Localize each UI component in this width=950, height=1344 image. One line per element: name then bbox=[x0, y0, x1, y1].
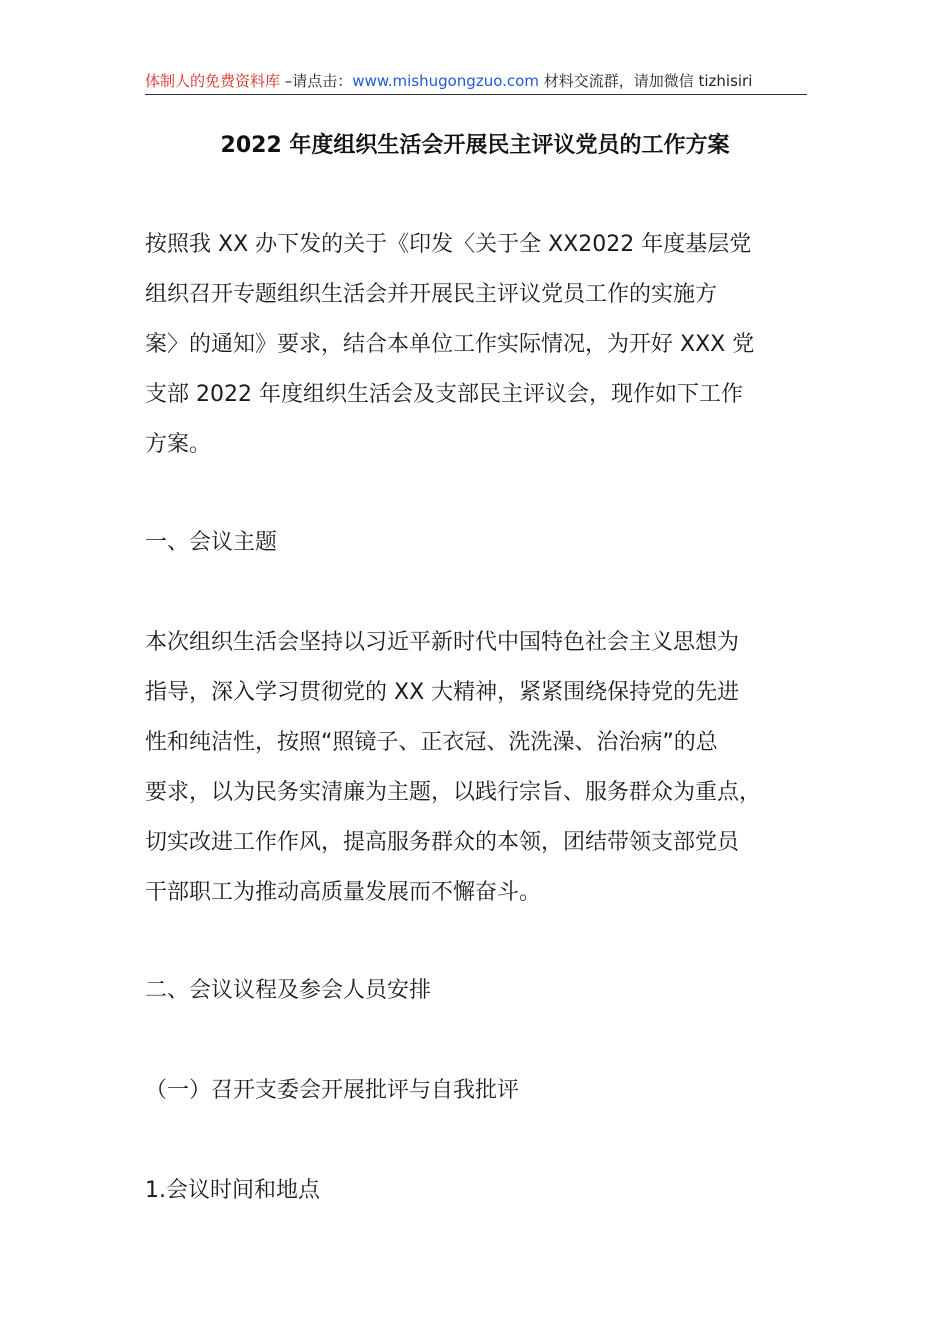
section-heading-theme: 一、会议主题 bbox=[145, 530, 278, 555]
page-header bbox=[145, 68, 807, 95]
section-heading-agenda: 二、会议议程及参会人员安排 bbox=[145, 978, 432, 1003]
theme-line: 切实改进工作作风，提高服务群众的本领，团结带领支部党员 bbox=[145, 830, 740, 855]
theme-line: 要求，以为民务实清廉为主题，以践行宗旨、服务群众为重点， bbox=[145, 780, 762, 805]
header-link[interactable]: www.mishugongzuo.com bbox=[352, 72, 539, 90]
intro-line: 案〉的通知》要求，结合本单位工作实际情况，为开好 XXX 党 bbox=[145, 332, 755, 357]
intro-line: 按照我 XX 办下发的关于《印发〈关于全 XX2022 年度基层党 bbox=[145, 232, 752, 257]
intro-paragraph bbox=[145, 220, 810, 470]
theme-paragraph bbox=[145, 618, 810, 918]
header-brand: 体制人的免费资料库 bbox=[145, 72, 281, 90]
subsection-heading: （一）召开支委会开展批评与自我批评 bbox=[145, 1078, 520, 1103]
item-heading: 1.会议时间和地点 bbox=[145, 1178, 320, 1203]
theme-line: 干部职工为推动高质量发展而不懈奋斗。 bbox=[145, 880, 542, 905]
header-contact: 材料交流群，请加微信 tizhisiri bbox=[538, 72, 753, 90]
intro-line: 组织召开专题组织生活会并开展民主评议党员工作的实施方 bbox=[145, 282, 718, 307]
intro-line: 方案。 bbox=[145, 432, 212, 457]
theme-line: 指导，深入学习贯彻党的 XX 大精神，紧紧围绕保持党的先进 bbox=[145, 680, 740, 705]
theme-line: 本次组织生活会坚持以习近平新时代中国特色社会主义思想为 bbox=[145, 630, 740, 655]
theme-line: 性和纯洁性，按照“照镜子、正衣冠、洗洗澡、治治病”的总 bbox=[145, 730, 718, 755]
intro-line: 支部 2022 年度组织生活会及支部民主评议会，现作如下工作 bbox=[145, 382, 743, 407]
header-prompt: –请点击： bbox=[280, 72, 353, 90]
document-title: 2022 年度组织生活会开展民主评议党员的工作方案 bbox=[220, 133, 730, 158]
